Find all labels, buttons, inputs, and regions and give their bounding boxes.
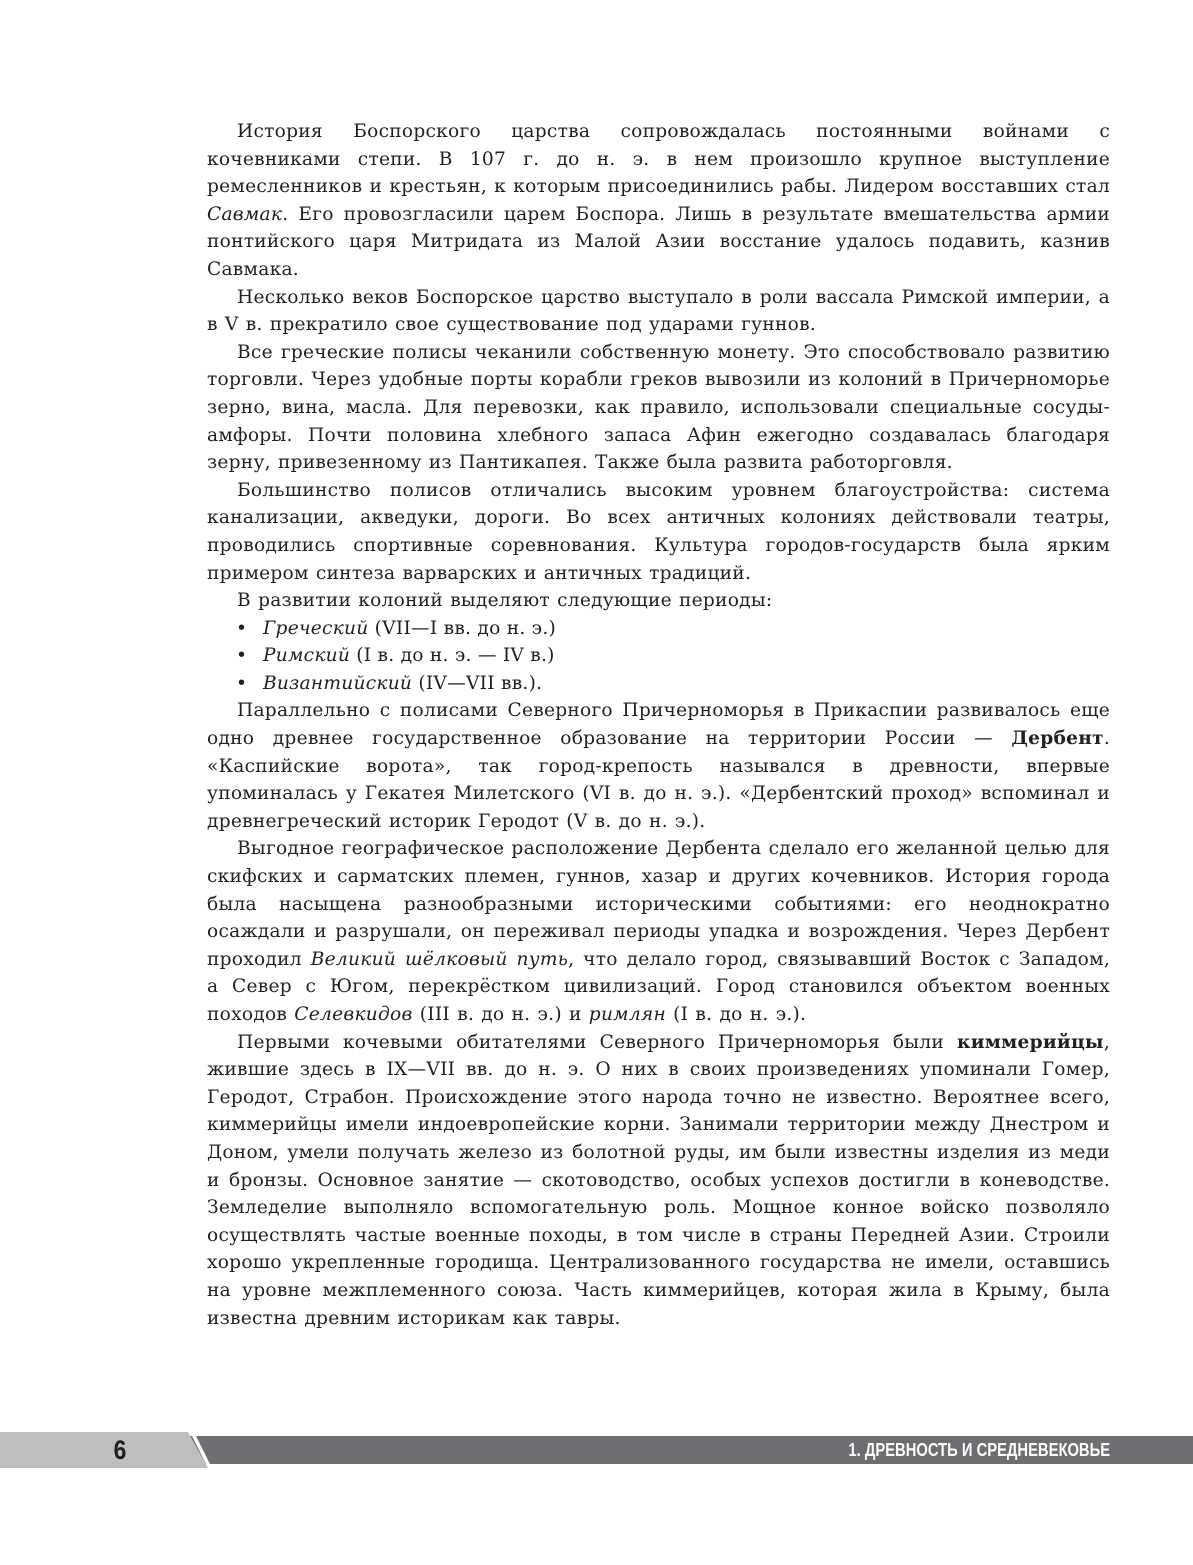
- period-name: Римский: [263, 645, 351, 667]
- paragraph-colony-periods-intro: В развитии колоний выделяют следующие периоды:: [237, 590, 773, 612]
- page-body: [207, 118, 1110, 1332]
- paragraph-bosporus-history: История Боспорского царства сопровождалась постоянными войнами с кочевниками степи. В 107 г. до н. э. в нем произошло крупное выступление ремесленников и крестьян, к которым присоединились рабы. Лидером восставших стал Савмак. Его провозгласили царем Боспора. Лишь в результате вмешательства армии понтийского царя Митридата из Малой Азии восстание удалось подавить, казнив Савмака.: [207, 121, 1110, 280]
- italic-term-seleucids: Селевкидов: [294, 1004, 413, 1025]
- period-name: Византийский: [263, 672, 413, 694]
- paragraph-bosporus-vassal: Несколько веков Боспорское царство выступало в роли вассала Римской империи, а в V в. прекратило свое существование под ударами гуннов.: [207, 286, 1110, 336]
- paragraph-greek-coinage: Все греческие полисы чеканили собственную монету. Это способствовало развитию торговли. Через удобные порты корабли греков вывозили из колоний в Причерноморье зерно, вина, масла. Для перевозки, как правило, использовали специальные сосуды-амфоры. Почти половина хлебного запаса Афин ежегодно создавалась благодаря зерну, привезенному из Пантикапея. Также была развита работорговля.: [207, 341, 1110, 474]
- paragraph-derbent-history: Выгодное географическое расположение Дербента сделало его желанной целью для скифских и сарматских племен, гуннов, хазар и других кочевников. История города была насыщена разнообразными историческими событиями: его неоднократно осаждали и разрушали, он переживал периоды упадка и возрождения. Через Дербент проходил Великий шёлковый путь, что делало город, связывавший Восток с Западом, а Север с Югом, перекрёстком цивилизаций. Город становился объектом военных походов Селевкидов (III в. до н. э.) и римлян (I в. до н. э.).: [207, 838, 1111, 1025]
- period-list: [207, 615, 1110, 698]
- paragraph-cimmerians: Первыми кочевыми обитателями Северного Причерноморья были киммерийцы, жившие здесь в IX—VII вв. до н. э. О них в своих произведениях упоминали Гомер, Геродот, Страбон. Происхождение этого народа точно не известно. Вероятнее всего, киммерийцы имели индоевропейские корни. Занимали территории между Днестром и Доном, умели получать железо из болотной руды, им были известны изделия из меди и бронзы. Основное занятие — скотоводство, особых успехов достигли в коневодстве. Земледелие выполняло вспомогательную роль. Мощное конное войско позволяло осуществлять частые военные походы, в том числе в страны Передней Азии. Строили хорошо укрепленные городища. Централизованного государства не имели, оставшись на уровне межплеменного союза. Часть киммерийцев, которая жила в Крыму, была известна древним историкам как тавры.: [207, 1031, 1110, 1329]
- italic-term-savmak: Савмак: [207, 203, 283, 225]
- list-item: • Греческий (VII—I вв. до н. э.): [207, 615, 1110, 643]
- bold-term-cimmerians: киммерийцы: [957, 1031, 1104, 1053]
- page-number: 6: [113, 1435, 127, 1465]
- italic-term-romans: римлян: [588, 1004, 666, 1025]
- section-title: 1. ДРЕВНОСТЬ И СРЕДНЕВЕКОВЬЕ: [848, 1440, 1110, 1460]
- paragraph-polis-infrastructure: Большинство полисов отличались высоким уровнем благоустройства: система канализации, акведуки, дороги. Во всех античных колониях действовали театры, проводились спортивные соревнования. Культура городов-государств была ярким примером синтеза варварских и античных традиций.: [207, 479, 1110, 584]
- paragraph-derbent-intro: Параллельно с полисами Северного Причерноморья в Прикаспии развивалось еще одно древнее государственное образование на территории России — Дербент. «Каспийские ворота», так город-крепость назывался в древности, впервые упоминалась у Гекатея Милетского (VI в. до н. э.). «Дербентский проход» вспоминал и древнегреческий историк Геродот (V в. до н. э.).: [207, 700, 1110, 832]
- italic-term-silk-road: Великий шёлковый путь: [310, 948, 569, 970]
- list-item: • Римский (I в. до н. э. — IV в.): [207, 642, 1110, 670]
- page-footer: [0, 1432, 1193, 1468]
- bold-term-derbent: Дербент: [1011, 728, 1104, 750]
- list-item: • Византийский (IV—VII вв.).: [207, 670, 1110, 698]
- period-name: Греческий: [263, 617, 369, 639]
